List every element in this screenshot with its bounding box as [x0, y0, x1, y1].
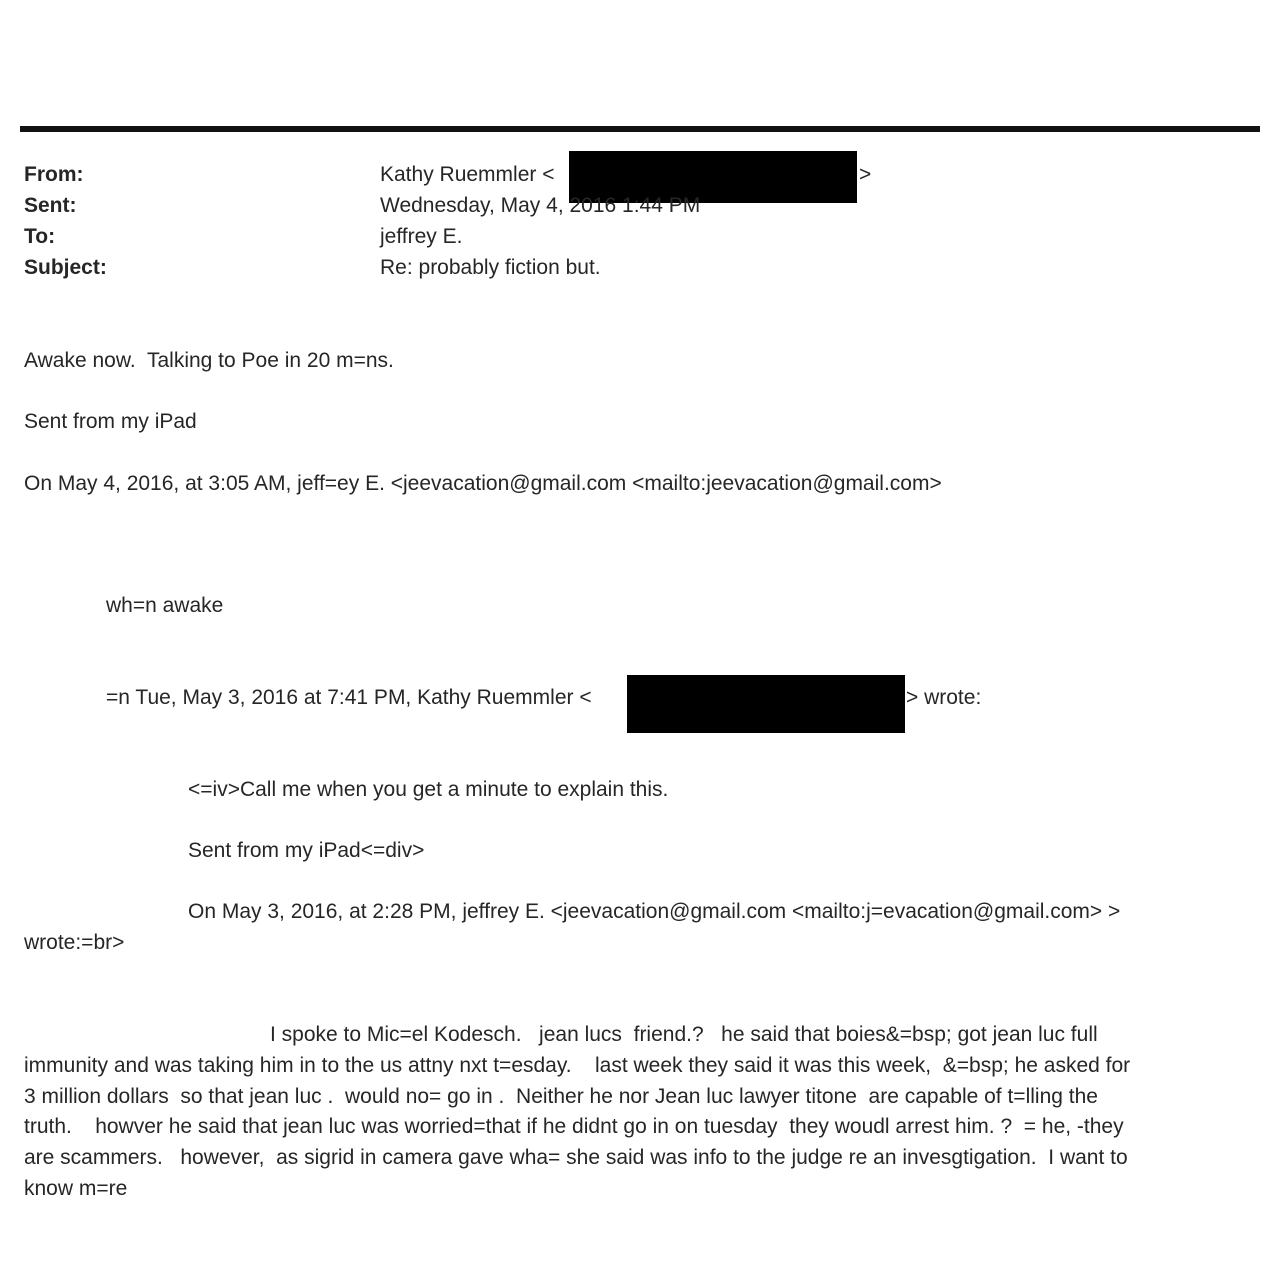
quote-header-tail: > wrote: — [906, 686, 982, 709]
quote-header: On May 3, 2016, at 2:28 PM, jeffrey E. <jeevacation@gmail.com <mailto:j=evacation@gmail.com> > — [188, 900, 1121, 923]
paragraph-line: 3 million dollars so that jean luc . would no= go in . Neither he nor Jean luc lawyer titone are capable of t=lling the — [24, 1085, 1098, 1108]
to-label: To: — [24, 225, 56, 248]
from-label: From: — [24, 163, 84, 186]
quote-header-wrap: wrote:=br> — [24, 931, 125, 954]
paragraph-line: I spoke to Mic=el Kodesch. jean lucs friend.? he said that boies&=bsp; got jean luc full — [270, 1023, 1098, 1046]
signature: Sent from my iPad<=div> — [188, 839, 425, 862]
paragraph-line: truth. howver he said that jean luc was worried=that if he didnt go in on tuesday they woudl arrest him. ? = he, -they — [24, 1115, 1124, 1138]
subject-label: Subject: — [24, 256, 107, 279]
sent-value: Wednesday, May 4, 2016 1:44 PM — [380, 194, 701, 217]
paragraph-line: are scammers. however, as sigrid in camera gave wha= she said was info to the judge re an invesgtigation. I want to — [24, 1146, 1128, 1169]
subject-value: Re: probably fiction but. — [380, 256, 601, 279]
quoted-text: <=iv>Call me when you get a minute to explain this. — [188, 778, 669, 801]
quoted-text: wh=n awake — [106, 594, 224, 617]
redaction-box — [627, 675, 905, 733]
sent-label: Sent: — [24, 194, 77, 217]
body-line: Awake now. Talking to Poe in 20 m=ns. — [24, 349, 394, 372]
paragraph-line: know m=re — [24, 1177, 128, 1200]
quote-header: On May 4, 2016, at 3:05 AM, jeff=ey E. <jeevacation@gmail.com <mailto:jeevacation@gmail.com> — [24, 472, 942, 495]
signature: Sent from my iPad — [24, 410, 197, 433]
from-value: Kathy Ruemmler < — [380, 163, 555, 186]
paragraph-line: immunity and was taking him in to the us attny nxt t=esday. last week they said it was this week, &=bsp; he asked for — [24, 1054, 1131, 1077]
from-tail: > — [859, 163, 872, 186]
header-divider — [20, 126, 1260, 132]
to-value: jeffrey E. — [380, 225, 463, 248]
quote-header: =n Tue, May 3, 2016 at 7:41 PM, Kathy Ruemmler < — [106, 686, 592, 709]
